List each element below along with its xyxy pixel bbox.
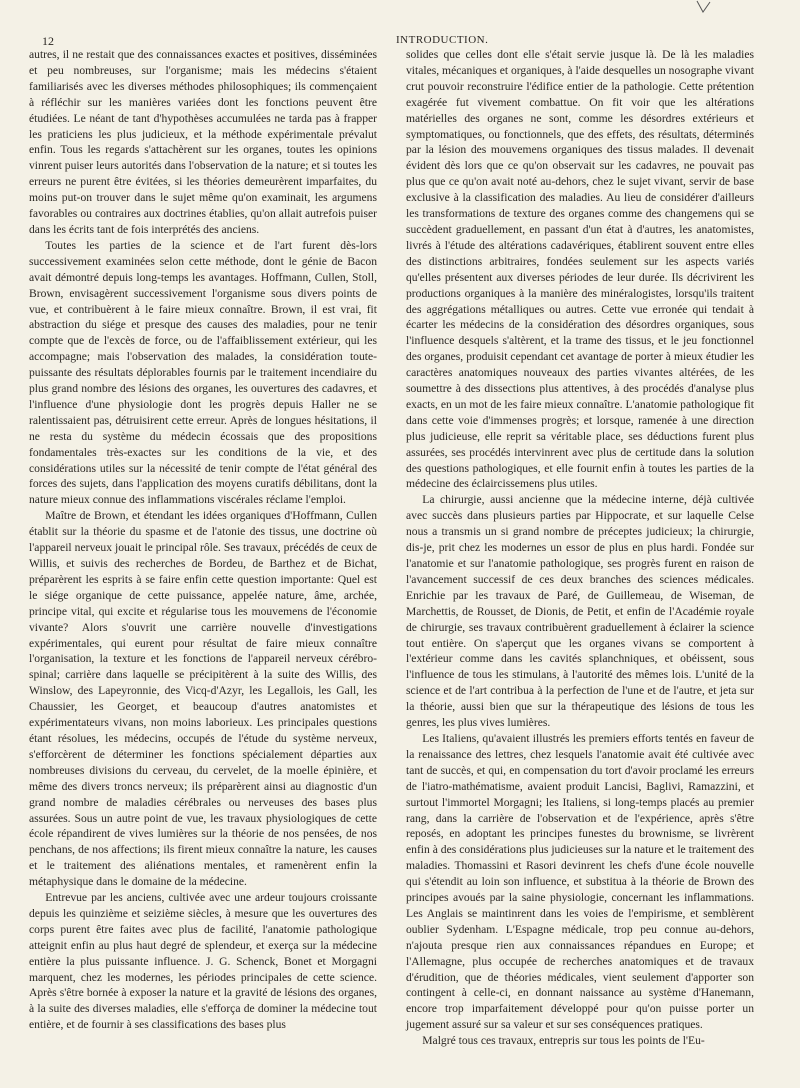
- paragraph: Toutes les parties de la science et de l'art furent dès-lors successivement examinées selon cette méthode, dont le génie de Bacon avait démontré depuis long-temps les avantages. Hoffmann, Cullen, Stoll, Brown, envisagèrent successivement l'organisme sous divers points de vue, et contribuèrent à le faire mieux connaître. Brown, il est vrai, fit abstraction du siége et presque des causes des maladies, pour ne tenir compte que de l'excès de force, ou de l'affaiblissement extérieur, qui les accompagne; mais l'observation des malades, la considération toute-puissante des résultats déplorables fournis par le traitement incendiaire du plus grand nombre des lésions des organes, les ouvertures des cadavres, et l'influence d'une physiologie dont les progrès depuis Haller ne se ralentissaient pas, détruisirent cette erreur. Après de longues hésitations, il ne resta du système du médecin écossais que des propositions fondamentales très-exactes sur les conditions de la vie, et des considérations utiles sur la nécessité de tenir compte de l'état général des forces des sujets, dans l'application des moyens curatifs débilitans, dont la nature mieux connue des inflammations viscérales réclame l'emploi.: [29, 238, 377, 507]
- paragraph: autres, il ne restait que des connaissances exactes et positives, disséminées et peu nombreuses, sur l'organisme; mais les médecins s'étaient familiarisés avec les diverses méthodes philosophiques; ils commençaient à réfléchir sur les manières variées dont les fonctions peuvent être étudiées. Le néant de tant d'hypothèses accumulées ne tarda pas à frapper les praticiens les plus judicieux, et la méthode expérimentale prévalut enfin. Tous les regards s'attachèrent sur les organes, toutes les opinions vinrent puiser leurs autorités dans l'observation de la nature; et si toutes les erreurs ne purent être évitées, si les théories demeurèrent imparfaites, du moins put-on trouver dans le sujet même qu'on examinait, les argumens favorables ou contraires aux doctrines établies, qu'on allait autrefois puiser dans les écrits tant de fois interprétés des anciens.: [29, 48, 377, 236]
- page-header: [20, 22, 780, 48]
- paragraph: Malgré tous ces travaux, entrepris sur tous les points de l'Eu-: [422, 1034, 705, 1048]
- running-title: INTRODUCTION.: [396, 34, 489, 46]
- paragraph: Les Italiens, qu'avaient illustrés les premiers efforts tentés en faveur de la renaissance des lettres, chez lesquels l'anatomie avait été cultivée avec tant de succès, et qui, en compensation du tort d'avoir proclamé les erreurs de l'iatro-mathématisme, avaient produit Lancisi, Baglivi, Ramazzini, et surtout l'immortel Morgagni; les Italiens, si long-temps placés au premier rang, dans la carrière de l'observation et de l'expérience, après s'être reposés, en adoptant les principes funestes du brownisme, se livrèrent enfin à des considérations plus judicieuses sur la nature et le traitement des maladies. Thomassini et Rasori devinrent les chefs d'une école nouvelle qui s'étendit au loin son influence, et substitua à la théorie de Brown des principes avoués par la saine physiologie, concernant les inflammations. Les Anglais se maintinrent dans les voies de l'empirisme, et semblèrent oublier Sydenham. L'Espagne médicale, trop peu connue au-dehors, n'ajouta presque rien aux connaissances répandues en Europe; et l'Allemagne, plus occupée de recherches anatomiques et de travaux d'érudition, que de théories médicales, vient seulement d'apporter son contingent à celle-ci, en donnant naissance au système d'Hanemann, encore trop imparfaitement développé pour qu'on puisse porter un jugement assuré sur sa valeur et sur ses conséquences pratiques.: [406, 731, 754, 1032]
- left-column: [29, 47, 377, 1033]
- paragraph: Entrevue par les anciens, cultivée avec une ardeur toujours croissante depuis les quinzième et seizième siècles, à mesure que les ouvertures des corps purent être faites avec plus de facilité, l'anatomie pathologique atteignit enfin au plus haut degré de splendeur, et exerça sur la médecine entière la plus puissante influence. J. G. Schenck, Bonet et Morgagni marquent, chez les modernes, les périodes principales de cette science. Après s'être bornée à exposer la nature et la gravité de lésions des organes, à la suite des diverses maladies, elle s'efforça de dominer la médecine tout entière, et de fournir à ses classifications des bases plus: [29, 891, 377, 1032]
- paragraph: La chirurgie, aussi ancienne que la médecine interne, déjà cultivée avec succès dans plusieurs parties par Hippocrate, et sur laquelle Celse nous a transmis un si grand nombre de préceptes judicieux; la chirurgie, dis-je, prit chez les modernes un essor de plus en plus hardi. Fondée sur l'anatomie et sur l'anatomie pathologique, ses progrès furent en raison de l'avancement successif de ces deux branches des sciences médicales. Enrichie par les travaux de Paré, de Guillemeau, de Wiseman, de Marchettis, de Rousset, de Dionis, de Petit, et enfin de l'Académie royale de chirurgie, ses travaux contribuèrent graduellement à éclairer la science tout entière. On s'aperçut que les organes vivans se comportent à l'extérieur comme dans les cavités splanchniques, et obéissent, sous l'influence de tous les stimulans, à l'autorité des mêmes lois. L'unité de la science et de l'art contribua à la perfection de l'une et de l'autre, et jeta sur la théorie, aussi bien que sur la thérapeutique des lésions de tous les genres, les plus vives lumières.: [406, 493, 754, 730]
- page-number: 12: [42, 34, 54, 48]
- paragraph: Maître de Brown, et étendant les idées organiques d'Hoffmann, Cullen établit sur la théorie du spasme et de l'atonie des tissus, une doctrine où l'appareil nerveux jouait le principal rôle. Ses travaux, précédés de ceux de Willis, et suivis des recherches de Bordeu, de Barthez et de Bichat, préparèrent les esprits à se faire enfin cette question importante: Quel est le siége organique de cette puissance, appelée nature, âme, archée, principe vital, qui excite et régularise tous les mouvemens de l'économie vivante? Alors s'ouvrit une carrière nouvelle d'investigations expérimentales, qui eurent pour résultat de faire mieux connaître l'organisation, la texture et les fonctions de l'appareil nerveux cérébro-spinal; carrière dans laquelle se précipitèrent à la suite des Willis, des Winslow, des Lapeyronnie, des Vicq-d'Azyr, les Legallois, les Gall, les Chaussier, les Georget, et beaucoup d'autres anatomistes et expérimentateurs vivans, non moins laborieux. Les principales questions étant résolues, les médecins, occupés de l'étude du système nerveux, s'efforcèrent de déterminer les fonctions spécialement départies aux nombreuses divisions du cerveau, du cervelet, de la moelle épinière, et même des divers troncs nerveux; ils préparèrent ainsi au diagnostic d'un grand nombre de maladies cérébrales ou nerveuses des bases plus assurées. Sous un autre point de vue, les travaux physiologiques de cette école répandirent de vives lumières sur la théorie de nos pensées, de nos penchans, de nos affections; ils firent mieux connaître la nature, les causes et le traitement des aliénations mentales, et ramenèrent enfin la métaphysique dans le domaine de la médecine.: [29, 509, 377, 889]
- right-column: [406, 47, 754, 1049]
- margin-mark-icon: [694, 0, 714, 14]
- paragraph: solides que celles dont elle s'était servie jusque là. De là les maladies vitales, mécaniques et organiques, à l'aide desquelles un nosographe vivant crut pouvoir reconstruire l'édifice entier de la pathologie. Cette prétention exagérée fut vivement combattue. On fit voir que les altérations matérielles des organes ne sont, comme les désordres extérieurs et symptomatiques, ou fonctionnels, que des effets, des résultats, déterminés par la lésion des mouvemens organiques des tissus malades. Il devenait évident dès lors que ce qu'on observait sur les cadavres, ne pouvait pas plus que ce qu'on avait noté au-dehors, chez le sujet vivant, servir de base exclusive à la classification des maladies. Au lieu de considérer d'ailleurs les transformations de texture des organes comme des changemens qui se succèdent graduellement, en passant d'un état à d'autres, les anatomistes, livrés à l'étude des altérations cadavériques, établirent souvent entre elles des distinctions arbitraires, fondées seulement sur les aspects variés qu'elles présentent aux diverses périodes de leur durée. Ils décrivirent les productions organiques à la manière des minéralogistes, lorsqu'ils traitent des aggrégations métalliques ou autres. Cette vue erronée qui tendait à écarter les médecins de la considération des désordres organiques, sous l'influence desquels s'altèrent, et la trame des tissus, et le jeu fonctionnel des organes, produisit cependant cet avantage de porter à mieux étudier les caractères anatomiques nouveaux des parties vivantes altérées, de les soumettre à des dissections plus attentives, à des procédés d'analyse plus exacts, en un mot de les faire mieux connaître. L'anatomie pathologique fit dans cette voie d'immenses progrès; et lorsque, ramenée à une direction plus judicieuse, elle reprit sa véritable place, ses déductions furent plus assurées, ses procédés intervinrent avec plus de certitude dans la solution des questions pathologiques, et elle fournit enfin à toutes les parties de la médecine des éclaircissemens plus utiles.: [406, 48, 754, 491]
